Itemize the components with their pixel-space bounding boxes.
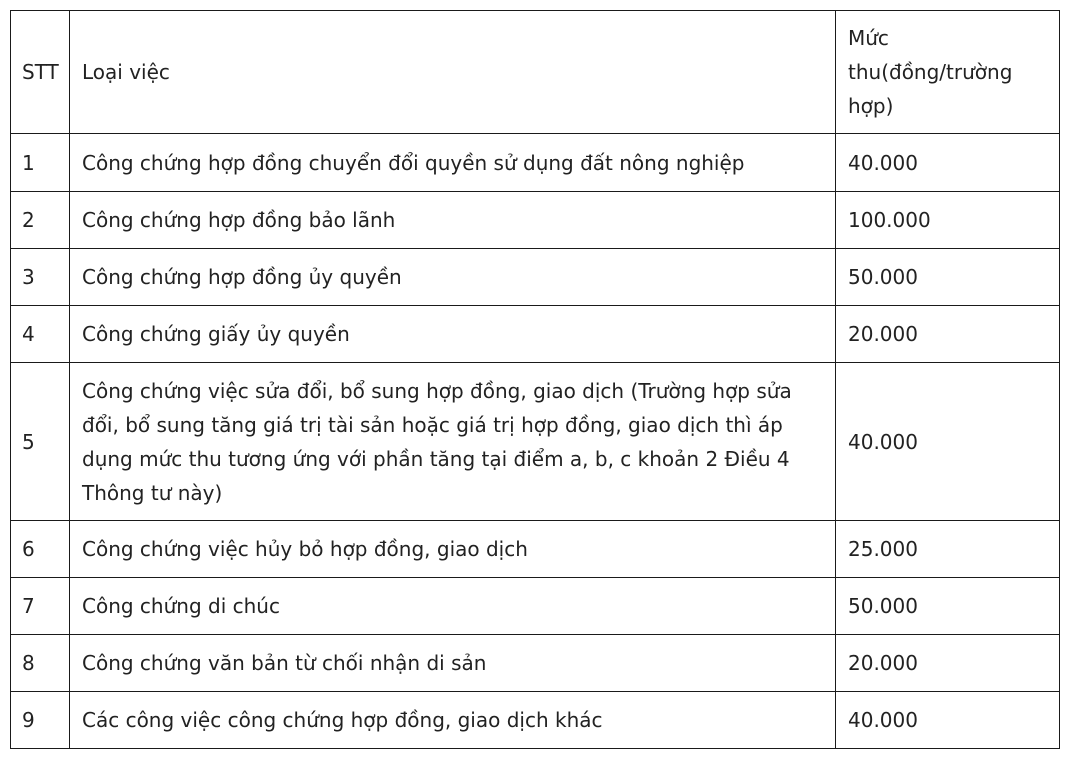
row-stt: 3 (11, 249, 70, 306)
row-fee: 25.000 (836, 521, 1060, 578)
table-row (11, 363, 1060, 521)
row-stt: 4 (11, 306, 70, 363)
table-row (11, 249, 1060, 306)
table-row (11, 306, 1060, 363)
row-type: Công chứng việc sửa đổi, bổ sung hợp đồng, giao dịch (Trường hợp sửa đổi, bổ sung tăng giá trị tài sản hoặc giá trị hợp đồng, giao dịch thì áp dụng mức thu tương ứng với phần tăng tại điểm a, b, c khoản 2 Điều 4 Thông tư này) (70, 363, 836, 521)
row-type: Công chứng hợp đồng bảo lãnh (70, 192, 836, 249)
row-fee: 50.000 (836, 578, 1060, 635)
row-stt: 1 (11, 134, 70, 192)
row-type: Công chứng hợp đồng chuyển đổi quyền sử dụng đất nông nghiệp (70, 134, 836, 192)
row-stt: 2 (11, 192, 70, 249)
row-type: Công chứng di chúc (70, 578, 836, 635)
row-stt: 5 (11, 363, 70, 521)
table-row (11, 192, 1060, 249)
row-fee: 100.000 (836, 192, 1060, 249)
table-row (11, 134, 1060, 192)
row-stt: 7 (11, 578, 70, 635)
row-type: Các công việc công chứng hợp đồng, giao dịch khác (70, 692, 836, 749)
notary-fee-table (10, 10, 1060, 749)
row-type: Công chứng việc hủy bỏ hợp đồng, giao dịch (70, 521, 836, 578)
row-type: Công chứng văn bản từ chối nhận di sản (70, 635, 836, 692)
header-type: Loại việc (70, 11, 836, 134)
table-row (11, 635, 1060, 692)
header-fee: Mức thu(đồng/trường hợp) (836, 11, 1060, 134)
row-stt: 8 (11, 635, 70, 692)
row-fee: 20.000 (836, 306, 1060, 363)
table-row (11, 521, 1060, 578)
row-fee: 20.000 (836, 635, 1060, 692)
row-stt: 6 (11, 521, 70, 578)
table-header-row (11, 11, 1060, 134)
row-fee: 40.000 (836, 134, 1060, 192)
header-stt: STT (11, 11, 70, 134)
row-stt: 9 (11, 692, 70, 749)
row-fee: 50.000 (836, 249, 1060, 306)
row-fee: 40.000 (836, 692, 1060, 749)
row-type: Công chứng giấy ủy quyền (70, 306, 836, 363)
row-type: Công chứng hợp đồng ủy quyền (70, 249, 836, 306)
row-fee: 40.000 (836, 363, 1060, 521)
table-row (11, 692, 1060, 749)
table-row (11, 578, 1060, 635)
